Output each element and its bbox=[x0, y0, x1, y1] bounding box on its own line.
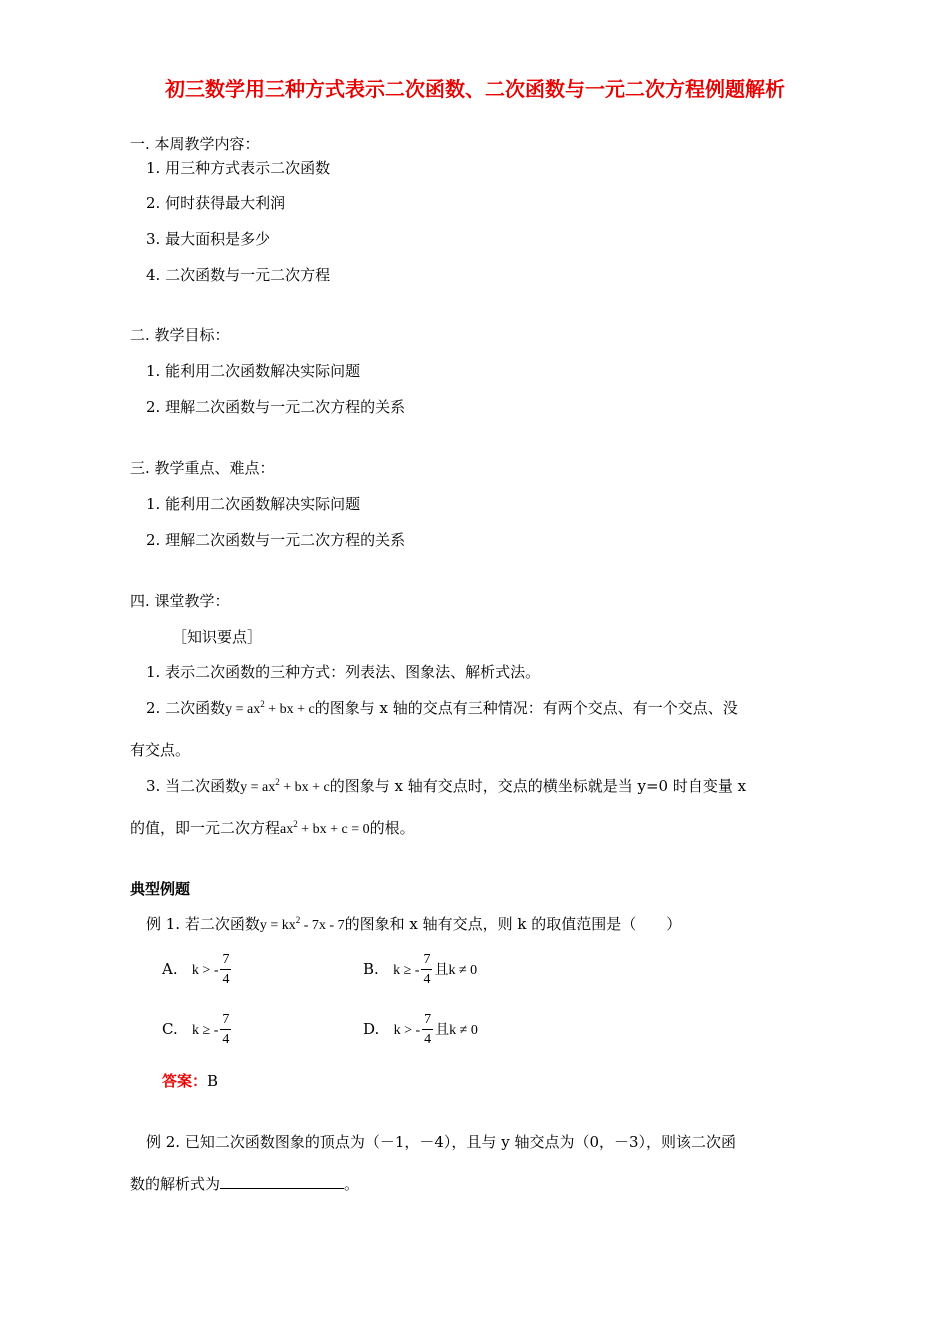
fraction: $\frac{7}{4}$ bbox=[423, 952, 431, 987]
s4-point-2: 2. 二次函数$y = ax^2$ + bx + c的图象与 x 轴的交点有三种情况：有两个交点、有一个交点、没 bbox=[146, 699, 738, 717]
option-d: D. k > - $\frac{7}{4}$ 且k ≠ 0 bbox=[363, 1012, 478, 1047]
s4-point-1: 1. 表示二次函数的三种方式：列表法、图象法、解析式法。 bbox=[146, 663, 541, 681]
section-2-heading: 二. 教学目标： bbox=[130, 326, 230, 344]
section-4-heading: 四. 课堂教学： bbox=[130, 592, 230, 610]
s1-item-3: 3. 最大面积是多少 bbox=[146, 230, 271, 248]
s1-item-2: 2. 何时获得最大利润 bbox=[146, 194, 286, 212]
example-2-question-cont: 数的解析式为 。 bbox=[130, 1175, 360, 1193]
section-3-heading: 三. 教学重点、难点： bbox=[130, 459, 275, 477]
s4-point-2-cont: 有交点。 bbox=[130, 741, 191, 759]
option-b: B. k ≥ - $\frac{7}{4}$ 且k ≠ 0 bbox=[363, 952, 478, 987]
answer-value: B bbox=[207, 1072, 219, 1090]
example-1-answer bbox=[162, 1071, 218, 1091]
examples-heading: 典型例题 bbox=[130, 880, 191, 898]
option-a: A. k > - $\frac{7}{4}$ bbox=[162, 952, 230, 987]
fraction: $\frac{7}{4}$ bbox=[222, 952, 230, 987]
s2-item-1: 1. 能利用二次函数解决实际问题 bbox=[146, 362, 361, 380]
s3-item-2: 2. 理解二次函数与一元二次方程的关系 bbox=[146, 531, 406, 549]
page-title: 初三数学用三种方式表示二次函数、二次函数与一元二次方程例题解析 bbox=[165, 77, 785, 101]
s2-item-2: 2. 理解二次函数与一元二次方程的关系 bbox=[146, 398, 406, 416]
option-c: C. k ≥ - $\frac{7}{4}$ bbox=[162, 1012, 230, 1047]
s1-item-4: 4. 二次函数与一元二次方程 bbox=[146, 266, 331, 284]
example-1-question: 例 1. 若二次函数$y = kx^2 - 7x - 7$的图象和 x 轴有交点，则 k 的取值范围是（ ） bbox=[146, 915, 682, 933]
example-1-formula: $y = kx^2 - 7x - 7$ bbox=[259, 915, 345, 933]
example-2-question: 例 2. 已知二次函数图象的顶点为（－1，－4），且与 y 轴交点为（0，－3），则该二次函 bbox=[146, 1133, 737, 1151]
s4-point-3-cont: 的值，即一元二次方程$ax^2$ + bx + c = 0的根。 bbox=[130, 819, 415, 837]
quadratic-formula: $y = ax^2$ + bx + c bbox=[240, 777, 330, 795]
knowledge-points-label: ［知识要点］ bbox=[172, 628, 263, 646]
answer-blank bbox=[220, 1174, 344, 1189]
fraction: $\frac{7}{4}$ bbox=[222, 1012, 230, 1047]
quadratic-formula: $y = ax^2$ + bx + c bbox=[225, 699, 315, 717]
fraction: $\frac{7}{4}$ bbox=[424, 1012, 432, 1047]
s4-point-3: 3. 当二次函数$y = ax^2$ + bx + c的图象与 x 轴有交点时，交点的横坐标就是当 y=0 时自变量 x bbox=[146, 777, 747, 795]
answer-label: 答案： bbox=[162, 1072, 208, 1090]
quadratic-equation: $ax^2$ + bx + c = 0 bbox=[280, 819, 370, 837]
s1-item-1: 1. 用三种方式表示二次函数 bbox=[146, 159, 331, 177]
section-1-heading: 一. 本周教学内容： bbox=[130, 135, 260, 153]
s3-item-1: 1. 能利用二次函数解决实际问题 bbox=[146, 495, 361, 513]
